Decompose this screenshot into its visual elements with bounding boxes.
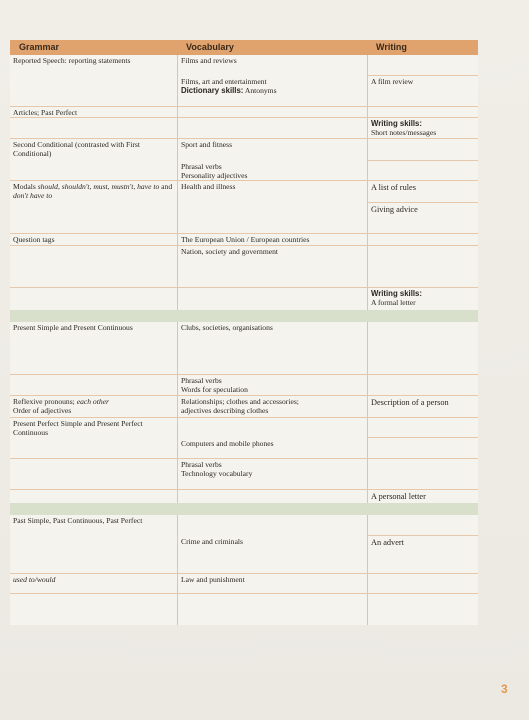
skill-label: Writing skills: [371, 119, 422, 128]
grammar-cell: Reported Speech: reporting statements [13, 56, 131, 65]
grammar-cell: Past Simple, Past Continuous, Past Perfect [13, 516, 143, 525]
table-row [10, 322, 478, 375]
vocabulary-cell: Phrasal verbs Personality adjectives [181, 162, 248, 180]
table-row [10, 396, 478, 418]
table-row [10, 246, 478, 288]
table-row [10, 118, 478, 139]
vocabulary-cell: Clubs, societies, organisations [181, 323, 273, 332]
grammar-cell: Second Conditional (contrasted with First Conditional) [13, 140, 140, 158]
grammar-cell: Modals should, shouldn't, must, mustn't, have to and don't have to [13, 182, 173, 200]
grammar-cell: Present Perfect Simple and Present Perfect Continuous [13, 419, 143, 437]
table-row [10, 76, 478, 107]
vocabulary-cell: The European Union / European countries [181, 235, 310, 244]
table-row [10, 203, 478, 234]
grammar-cell: used to/would [13, 575, 56, 584]
table-row [10, 234, 478, 246]
grammar-cell: Present Simple and Present Continuous [13, 323, 133, 332]
vocabulary-cell: Films, art and entertainment Dictionary skills: Antonyms [181, 77, 277, 95]
vocabulary-cell: Relationships; clothes and accessories; adjectives describing clothes [181, 397, 299, 415]
table-row [10, 490, 478, 503]
table-row [10, 55, 478, 76]
table-row [10, 438, 478, 459]
table-header [10, 40, 478, 55]
header-writing: Writing [376, 42, 407, 52]
writing-cell: Writing skills: Short notes/messages [371, 120, 477, 137]
vocabulary-cell: Computers and mobile phones [181, 439, 274, 448]
skill-label: Writing skills: [371, 289, 422, 298]
grammar-cell: Question tags [13, 235, 55, 244]
writing-cell: A personal letter [371, 492, 426, 501]
table-row [10, 139, 478, 161]
skill-label: Dictionary skills: [181, 85, 244, 95]
writing-cell: A film review [371, 77, 414, 86]
vocabulary-cell: Crime and criminals [181, 537, 243, 546]
writing-cell: An advert [371, 538, 404, 547]
table-row [10, 161, 478, 181]
row-rule [10, 593, 478, 594]
header-vocabulary: Vocabulary [186, 42, 234, 52]
unit-separator [10, 503, 478, 515]
vocabulary-cell: Sport and fitness [181, 140, 233, 149]
table-row [10, 459, 478, 490]
table-row [10, 536, 478, 574]
vocabulary-cell: Health and illness [181, 182, 236, 191]
vocabulary-cell: Phrasal verbs Words for speculation [181, 376, 248, 394]
table-row [10, 375, 478, 396]
vocabulary-cell: Law and punishment [181, 575, 245, 584]
grammar-cell: Articles; Past Perfect [13, 108, 78, 117]
table-row [10, 574, 478, 594]
writing-cell: Giving advice [371, 205, 418, 214]
grammar-cell: Reflexive pronouns; each other Order of adjectives [13, 397, 109, 415]
table-row [10, 181, 478, 203]
page-number: 3 [501, 682, 508, 696]
writing-cell: A list of rules [371, 183, 416, 192]
writing-cell: Description of a person [371, 398, 449, 407]
writing-cell: Writing skills: A formal letter [371, 290, 477, 307]
vocabulary-cell: Nation, society and government [181, 247, 279, 256]
table-row [10, 418, 478, 438]
vocabulary-cell: Films and reviews [181, 56, 237, 65]
table-row [10, 107, 478, 118]
unit-separator [10, 310, 478, 322]
table-row [10, 515, 478, 536]
vocabulary-cell: Phrasal verbs Technology vocabulary [181, 460, 253, 478]
table-row [10, 288, 478, 310]
header-grammar: Grammar [19, 42, 60, 52]
